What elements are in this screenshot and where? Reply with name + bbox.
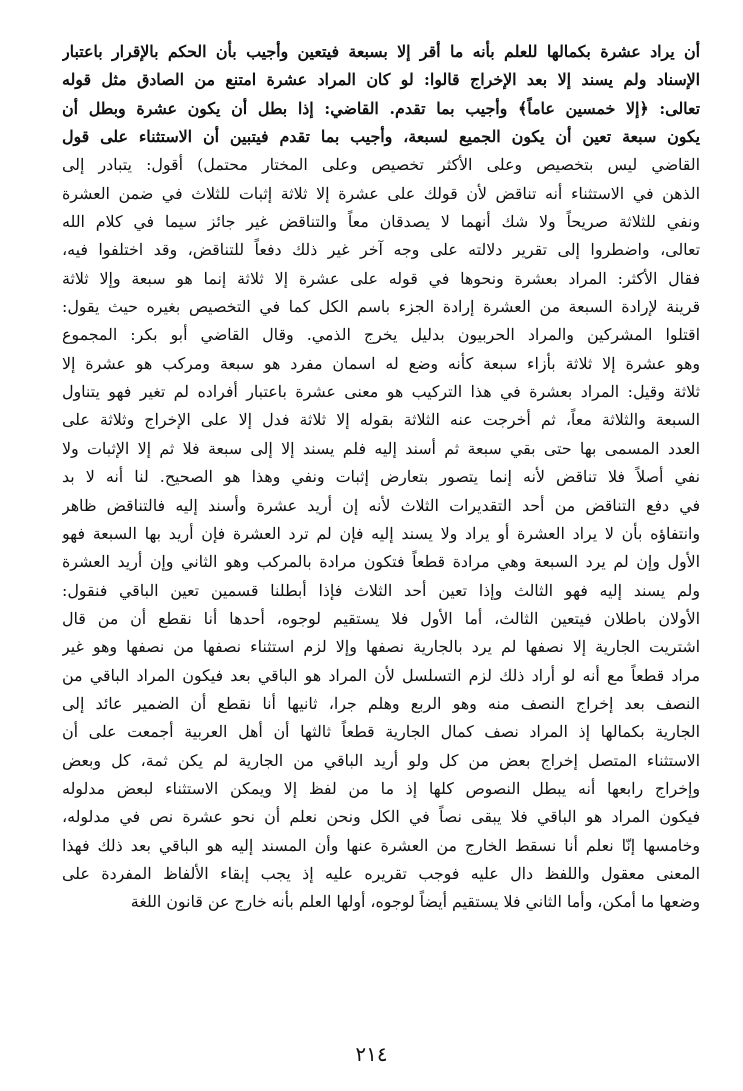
text-line: وانتفاؤه بأن لا يراد العشرة أو يراد ولا يسند إليه فإن لم ترد العشرة فإن أريد بها السبعة فهو bbox=[62, 523, 700, 543]
text-line: تعالى، واضطروا إلى تقرير دلالته على وجه آخر غير ذلك دفعاً للتناقض، وقد اختلفوا فيه، bbox=[62, 240, 700, 260]
text-line: المعنى معقول واللفظ دال عليه فوجب تقريره عليه إذ يجب إبقاء الألفاظ المفردة على bbox=[62, 863, 700, 883]
text-line: وإخراج رابعها أنه يبطل النصوص كلها إذ ما من لفظ إلا ويمكن الاستثناء لبعض مدلوله bbox=[62, 778, 700, 798]
text-line: ولم يسند إليه فهو الثالث وإذا تعين أحد الثلاث فإذا أبطلنا قسمين تعين الباقي فنقول: bbox=[62, 580, 700, 600]
text-line: فيكون المراد هو الباقي فلا يبقى نصاً في الكل ونحن نعلم أن نحو عشرة نص في مدلوله، bbox=[62, 807, 700, 827]
text-line: يكون سبعة تعين أن يكون الجميع لسبعة، وأجيب بما تقدم فيتبين أن الاستثناء على قول bbox=[62, 127, 700, 147]
page-number: ٢١٤ bbox=[355, 1042, 388, 1066]
text-line: أن يراد عشرة بكمالها للعلم بأنه ما أقر إلا بسبعة فيتعين وأجيب بأن الحكم بالإقرار باعتبار bbox=[62, 42, 700, 61]
text-line: مراد قطعاً مع أنه لو أراد ذلك لزم التسلسل لأن المراد هو الباقي بعد فيكون المراد الباقي من bbox=[62, 665, 700, 685]
text-line: النصف بعد إخراج النصف منه وهو الربع وهلم جرا، ثانيها أنا نقطع أن الضمير عائد إلى bbox=[62, 693, 700, 713]
text-line: وضعها ما أمكن، وأما الثاني فلا يستقيم أيضاً لوجوه، أولها العلم بأنه خارج عن قانون اللغة bbox=[130, 892, 700, 912]
text-line: ونفي للثلاثة صريحاً ولا شك أنهما لا يصدقان معاً والتناقض غير جائز سيما في كلام الله bbox=[62, 212, 700, 232]
text-line: الأولان باطلان فيتعين الثالث، أما الأول فلا يستقيم لوجوه، أحدها أنا نقطع أن من قال bbox=[62, 608, 700, 628]
text-line: العدد المسمى بها حتى بقي سبعة ثم أسند إليه فلم يسند إلا إلى سبعة فلا ثم إلا الإثبات ولا bbox=[62, 438, 700, 458]
text-line: تعالى: ﴿إلا خمسين عاماً﴾ وأجيب بما تقدم. القاضي: إذا بطل أن يكون عشرة وبطل أن bbox=[62, 98, 700, 118]
text-line: وخامسها إنّا نعلم أنا نسقط الخارج من العشرة عنها وأن المسند إليه هو الباقي بعد ذلك فهذا bbox=[62, 835, 700, 855]
text-line: الاستثناء المتصل إخراج بعض من كل ولو أريد الباقي من الجارية لم يكن ثمة، كل وبعض bbox=[62, 750, 700, 770]
text-line: الأول وإن لم يرد السبعة وهي مرادة قطعاً فتكون مرادة بالمركب وهو الثاني وإن أريد العشرة bbox=[62, 552, 700, 572]
text-line: فقال الأكثر: المراد بعشرة ونحوها في قوله على عشرة إلا ثلاثة إنما هو سبعة وإلا ثلاثة bbox=[62, 268, 700, 288]
text-line: قرينة لإرادة السبعة من العشرة إرادة الجزء باسم الكل كما في التخصيص بغيره حيث يقول: bbox=[62, 297, 700, 317]
text-line: اشتريت الجارية إلا نصفها لم يرد بالجارية نصفها وإلا لزم استثناء نصفها من نصفها وهو غير bbox=[62, 637, 700, 657]
text-line: القاضي ليس بتخصيص وعلى الأكثر تخصيص وعلى المختار محتمل) أقول: يتبادر إلى bbox=[62, 155, 700, 175]
text-line: نفي أصلاً فلا تناقض لأنه إنما يتصور بتعارض إثبات ونفي وهذا هو الصحيح. لنا أنه لا بد bbox=[62, 467, 700, 487]
text-line: اقتلوا المشركين والمراد الحربيون بدليل يخرج الذمي. وقال القاضي أبو بكر: المجموع bbox=[62, 325, 700, 345]
text-line: الذهن في الاستثناء أنه تناقض لأن قولك على عشرة إلا ثلاثة إثبات للثلاث في ضمن العشرة bbox=[62, 183, 700, 203]
text-line: في دفع التناقض من أحد التقديرات الثلاث لأنه إن أريد عشرة وأسند إليه فالتناقض ظاهر bbox=[62, 495, 700, 515]
text-line: الإسناد ولم يسند إلا بعد الإخراج قالوا: لو كان المراد عشرة امتنع من الصادق مثل قوله bbox=[62, 70, 700, 90]
text-line: السبعة والثلاثة معاً، ثم أخرجت عنه الثلاثة بقوله إلا ثلاثة فدل إلا على الإخراج وثلاثة على bbox=[62, 410, 700, 430]
text-line: وهو عشرة إلا ثلاثة بأزاء سبعة كأنه وضع له اسمان مفرد هو سبعة ومركب هو عشرة إلا bbox=[62, 353, 700, 373]
text-line: الجارية بكمالها إذ المراد نصف كمال الجارية قطعاً ثالثها أن أهل العربية أجمعت على أن bbox=[62, 722, 700, 742]
text-line: ثلاثة وقيل: المراد بعشرة في هذا التركيب هو معنى عشرة باعتبار أفراده لم تغير فهو يتناول bbox=[62, 382, 700, 402]
document-page bbox=[62, 38, 700, 1038]
